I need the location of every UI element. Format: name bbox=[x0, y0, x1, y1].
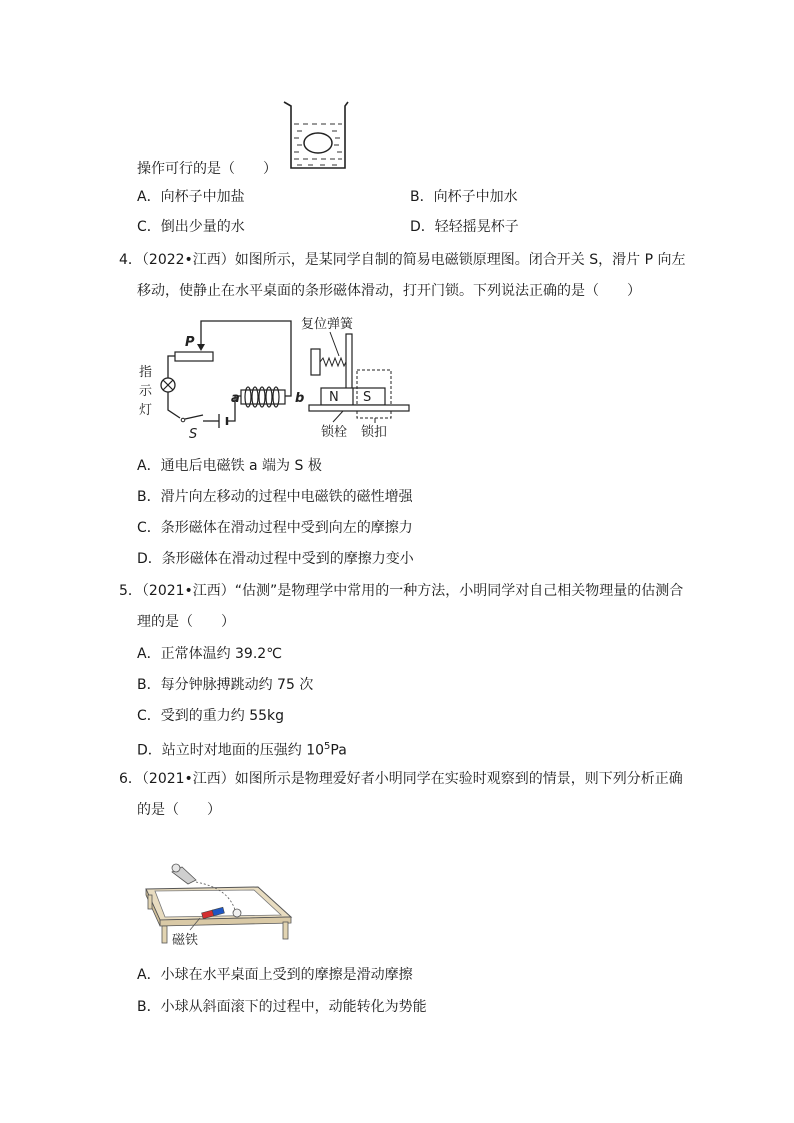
table-top bbox=[309, 405, 409, 411]
q4-option-b: B．滑片向左移动的过程中电磁铁的磁性增强 bbox=[137, 489, 413, 505]
lamp-label-2: 示 bbox=[139, 384, 153, 399]
coil-end-a: a bbox=[231, 391, 240, 406]
q5-option-d bbox=[137, 738, 347, 760]
magnet-s-label: S bbox=[363, 390, 372, 405]
bolt-label: 锁栓 bbox=[321, 425, 348, 440]
egg-shape bbox=[304, 133, 332, 153]
q5-option-a: A．正常体温约 39.2℃ bbox=[137, 646, 282, 662]
q3-option-a: A．向杯子中加盐 bbox=[137, 189, 245, 205]
q3-option-c: C．倒出少量的水 bbox=[137, 219, 245, 235]
q6-stem-line1: 6．（2021•江西）如图所示是物理爱好者小明同学在实验时观察到的情景，则下列分析正确 bbox=[119, 771, 683, 787]
lamp-label-1: 指 bbox=[139, 365, 153, 380]
q5-option-b: B．每分钟脉搏跳动约 75 次 bbox=[137, 677, 314, 693]
tray-leg-right bbox=[283, 922, 288, 939]
rheostat bbox=[175, 352, 213, 361]
tray-leg-back bbox=[148, 895, 152, 909]
q4-option-d: D．条形磁体在滑动过程中受到的摩擦力变小 bbox=[137, 551, 414, 567]
slider-arrow bbox=[197, 344, 205, 351]
ball-end bbox=[233, 909, 241, 917]
latch-label: 锁扣 bbox=[361, 425, 388, 440]
q5-option-d-unit: Pa bbox=[330, 742, 347, 759]
q3-option-b: B．向杯子中加水 bbox=[410, 189, 518, 205]
coil-end-b: b bbox=[295, 391, 305, 406]
tray-leg-left bbox=[162, 926, 167, 943]
q5-option-d-text: D．站立时对地面的压强约 10 bbox=[137, 742, 325, 759]
q4-stem-line2: 移动，使静止在水平桌面的条形磁体滑动，打开门锁。下列说法正确的是（ ） bbox=[137, 283, 641, 299]
q6-option-b: B．小球从斜面滚下的过程中，动能转化为势能 bbox=[137, 999, 427, 1015]
bolt-label-pointer bbox=[333, 411, 343, 422]
q4-option-a: A．通电后电磁铁 a 端为 S 极 bbox=[137, 458, 322, 474]
spring-pointer bbox=[330, 332, 339, 356]
q5-option-c: C．受到的重力约 55kg bbox=[137, 708, 285, 724]
spring-label: 复位弹簧 bbox=[301, 317, 354, 332]
q6-stem-line2: 的是（ ） bbox=[137, 802, 221, 818]
wall-block bbox=[311, 349, 320, 375]
q3-option-d: D．轻轻摇晃杯子 bbox=[410, 219, 519, 235]
q4-stem-line1: 4．（2022•江西）如图所示，是某同学自制的简易电磁锁原理图。闭合开关 S，滑片 P 向左 bbox=[119, 252, 686, 268]
reset-spring bbox=[320, 358, 346, 366]
magnet-label: 磁铁 bbox=[172, 933, 199, 948]
switch-blade bbox=[185, 415, 203, 419]
magnet-n-label: N bbox=[329, 390, 339, 405]
switch-label: S bbox=[189, 427, 198, 442]
q3-prompt: 操作可行的是（ ） bbox=[137, 161, 277, 177]
q5-option-d-exponent: 5 bbox=[324, 741, 331, 752]
beaker-figure bbox=[282, 100, 352, 172]
electromagnetic-lock-figure bbox=[135, 312, 415, 444]
q5-stem-line1: 5．（2021•江西）“估测”是物理学中常用的一种方法，小明同学对自己相关物理量的估测合 bbox=[119, 583, 684, 599]
switch-contact bbox=[181, 418, 185, 422]
slider-label: P bbox=[185, 335, 195, 350]
lamp-label-3: 灯 bbox=[139, 403, 153, 418]
ball-magnet-figure bbox=[138, 860, 293, 950]
ball-start bbox=[172, 864, 180, 872]
q5-stem-line2: 理的是（ ） bbox=[137, 614, 235, 630]
q4-option-c: C．条形磁体在滑动过程中受到向左的摩擦力 bbox=[137, 520, 413, 536]
q6-option-a: A．小球在水平桌面上受到的摩擦是滑动摩擦 bbox=[137, 967, 413, 983]
